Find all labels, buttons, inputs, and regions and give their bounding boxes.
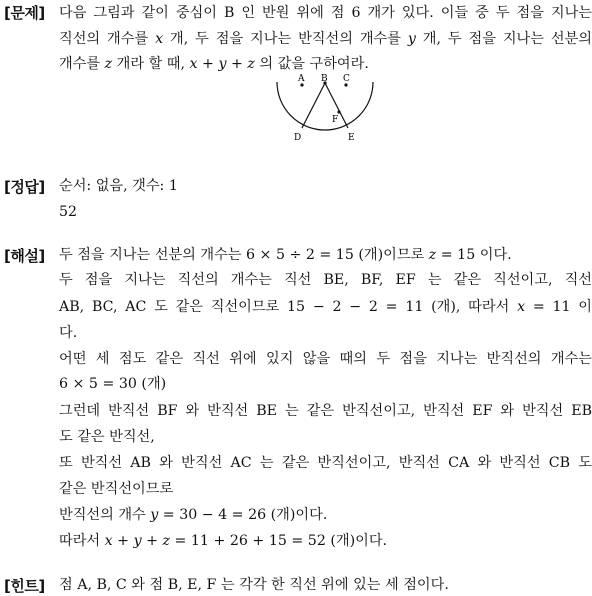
hint-label: [힌트] [4, 577, 45, 595]
answer-label: [정답] [4, 178, 45, 196]
explanation-line-3: AB, BC, AC 도 같은 직선이므로 15 − 2 − 2 = 11 (개), 따라서 x = 11 이 [59, 299, 592, 315]
problem-label: [문제] [4, 4, 45, 22]
segment-bd [302, 83, 325, 128]
explanation-line-1: 두 점을 지나는 선분의 개수는 6 × 5 ÷ 2 = 15 (개)이므로 z = 15 이다. [59, 247, 512, 263]
point-c-label: C [343, 74, 350, 84]
explanation-line-4: 다. [59, 325, 78, 341]
hint-text: 점 A, B, C 와 점 B, E, F 는 각각 한 직선 위에 있는 세 점이다. [59, 577, 449, 593]
problem-line-2: 직선의 개수를 x 개, 두 점을 지나는 반직선의 개수를 y 개, 두 점을 지나는 선분의 [59, 31, 592, 47]
point-b-label: B [321, 74, 328, 84]
explanation-line-6: 6 × 5 = 30 (개) [59, 376, 167, 392]
explanation-label: [해설] [4, 247, 45, 265]
point-f-dot [337, 110, 340, 113]
point-e-label: E [348, 133, 355, 143]
explanation-line-9: 또 반직선 AB 와 반직선 AC 는 같은 반직선이고, 반직선 CA 와 반직선 CB 도 [59, 455, 592, 471]
point-f-label: F [332, 115, 339, 125]
explanation-line-7: 그런데 반직선 BF 와 반직선 BE 는 같은 반직선이고, 반직선 EF 와 반직선 EB [59, 403, 592, 419]
point-a-label: A [298, 74, 305, 84]
explanation-line-2: 두 점을 지나는 직선의 개수는 직선 BE, BF, EF 는 같은 직선이고, 직선 [59, 272, 592, 288]
explanation-line-11: 반직선의 개수 y = 30 − 4 = 26 (개)이다. [59, 507, 328, 523]
answer-line: 순서: 없음, 갯수: 1 [59, 178, 178, 194]
explanation-line-12: 따라서 x + y + z = 11 + 26 + 15 = 52 (개)이다. [59, 533, 388, 549]
problem-line-3: 개수를 z 개라 할 때, x + y + z 의 값을 구하여라. [59, 56, 369, 72]
explanation-line-8: 도 같은 반직선, [59, 429, 155, 445]
answer-value: 52 [59, 204, 78, 220]
explanation-line-5: 어떤 세 점도 같은 직선 위에 있지 않을 때의 두 점을 지나는 반직선의 개수는 [59, 351, 592, 367]
point-d-label: D [294, 133, 302, 143]
semicircle-arc [277, 82, 373, 130]
explanation-line-10: 같은 반직선이므로 [59, 481, 174, 497]
semicircle-figure [272, 70, 382, 146]
problem-line-1: 다음 그림과 같이 중심이 B 인 반원 위에 점 6 개가 있다. 이들 중 두 점을 지나는 [59, 5, 592, 21]
